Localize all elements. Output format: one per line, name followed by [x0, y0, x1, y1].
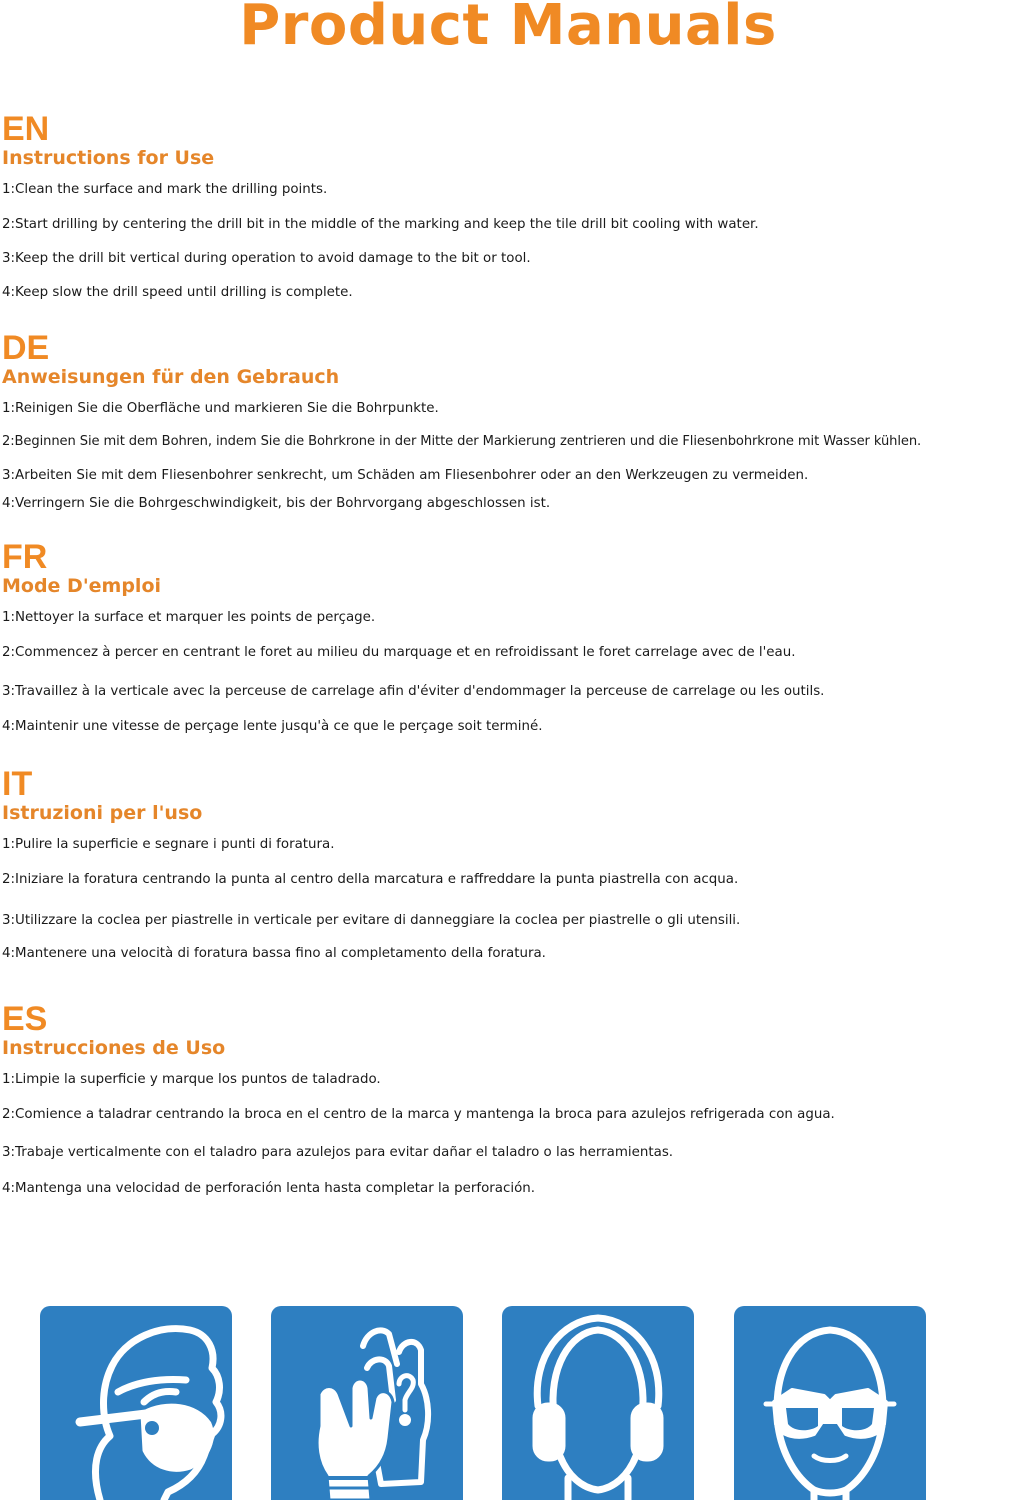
step-1: 1:Pulire la superficie e segnare i punti di foratura.: [2, 837, 335, 852]
safety-icons: [40, 1306, 930, 1500]
section-es: [2, 1000, 1014, 1196]
step-2: 2:Beginnen Sie mit dem Bohren, indem Sie die Bohrkrone in der Mitte der Markierung zentrieren und die Fliesenbohrkrone mit Wasser kühlen.: [2, 434, 922, 449]
safety-goggles-icon: [734, 1306, 926, 1500]
step-3: 3:Travaillez à la verticale avec la perceuse de carrelage afin d'éviter d'endommager la perceuse de carrelage ou les outils.: [2, 684, 825, 699]
step-4: 4:Mantenere una velocità di foratura bassa fino al completamento della foratura.: [2, 946, 546, 961]
section-it: [2, 765, 1014, 961]
step-2: 2:Iniziare la foratura centrando la punta al centro della marcatura e raffreddare la punta piastrella con acqua.: [2, 872, 739, 887]
step-3: 3:Utilizzare la coclea per piastrelle in verticale per evitare di danneggiare la coclea per piastrelle o gli utensili.: [2, 913, 741, 928]
step-2: 2:Commencez à percer en centrant le foret au milieu du marquage et en refroidissant le foret carrelage avec de l'eau.: [2, 645, 796, 660]
language-code: IT: [2, 765, 33, 803]
step-1: 1:Nettoyer la surface et marquer les points de perçage.: [2, 610, 376, 625]
step-4: 4:Maintenir une vitesse de perçage lente jusqu'à ce que le perçage soit terminé.: [2, 719, 543, 734]
step-1: 1:Limpie la superficie y marque los puntos de taladrado.: [2, 1072, 381, 1087]
language-code: EN: [2, 110, 50, 148]
ear-protection-icon: [502, 1306, 694, 1500]
dust-mask-icon: [40, 1306, 232, 1500]
step-4: 4:Verringern Sie die Bohrgeschwindigkeit, bis der Bohrvorgang abgeschlossen ist.: [2, 496, 551, 511]
step-3: 3:Arbeiten Sie mit dem Fliesenbohrer senkrecht, um Schäden am Fliesenbohrer oder an den Werkzeugen zu vermeiden.: [2, 468, 809, 483]
step-3: 3:Trabaje verticalmente con el taladro para azulejos para evitar dañar el taladro o las herramientas.: [2, 1145, 674, 1160]
gloves-icon: [271, 1306, 463, 1500]
section-heading: Anweisungen für den Gebrauch: [2, 366, 340, 388]
step-4: 4:Mantenga una velocidad de perforación lenta hasta completar la perforación.: [2, 1181, 536, 1196]
step-4: 4:Keep slow the drill speed until drilling is complete.: [2, 285, 353, 300]
step-1: 1:Reinigen Sie die Oberfläche und markieren Sie die Bohrpunkte.: [2, 401, 439, 416]
step-3: 3:Keep the drill bit vertical during operation to avoid damage to the bit or tool.: [2, 251, 531, 266]
section-de: [2, 329, 1014, 511]
section-heading: Istruzioni per l'uso: [2, 802, 203, 824]
step-2: 2:Start drilling by centering the drill bit in the middle of the marking and keep the tile drill bit cooling with water.: [2, 217, 759, 232]
section-heading: Mode D'emploi: [2, 575, 162, 597]
language-code: FR: [2, 538, 48, 576]
language-code: ES: [2, 1000, 48, 1038]
step-1: 1:Clean the surface and mark the drilling points.: [2, 182, 328, 197]
page-title: Product Manuals: [239, 0, 777, 58]
section-heading: Instructions for Use: [2, 147, 215, 169]
language-code: DE: [2, 329, 50, 367]
step-2: 2:Comience a taladrar centrando la broca en el centro de la marca y mantenga la broca para azulejos refrigerada con agua.: [2, 1107, 835, 1122]
section-en: [2, 110, 1014, 300]
section-fr: [2, 538, 1014, 734]
section-heading: Instrucciones de Uso: [2, 1037, 226, 1059]
